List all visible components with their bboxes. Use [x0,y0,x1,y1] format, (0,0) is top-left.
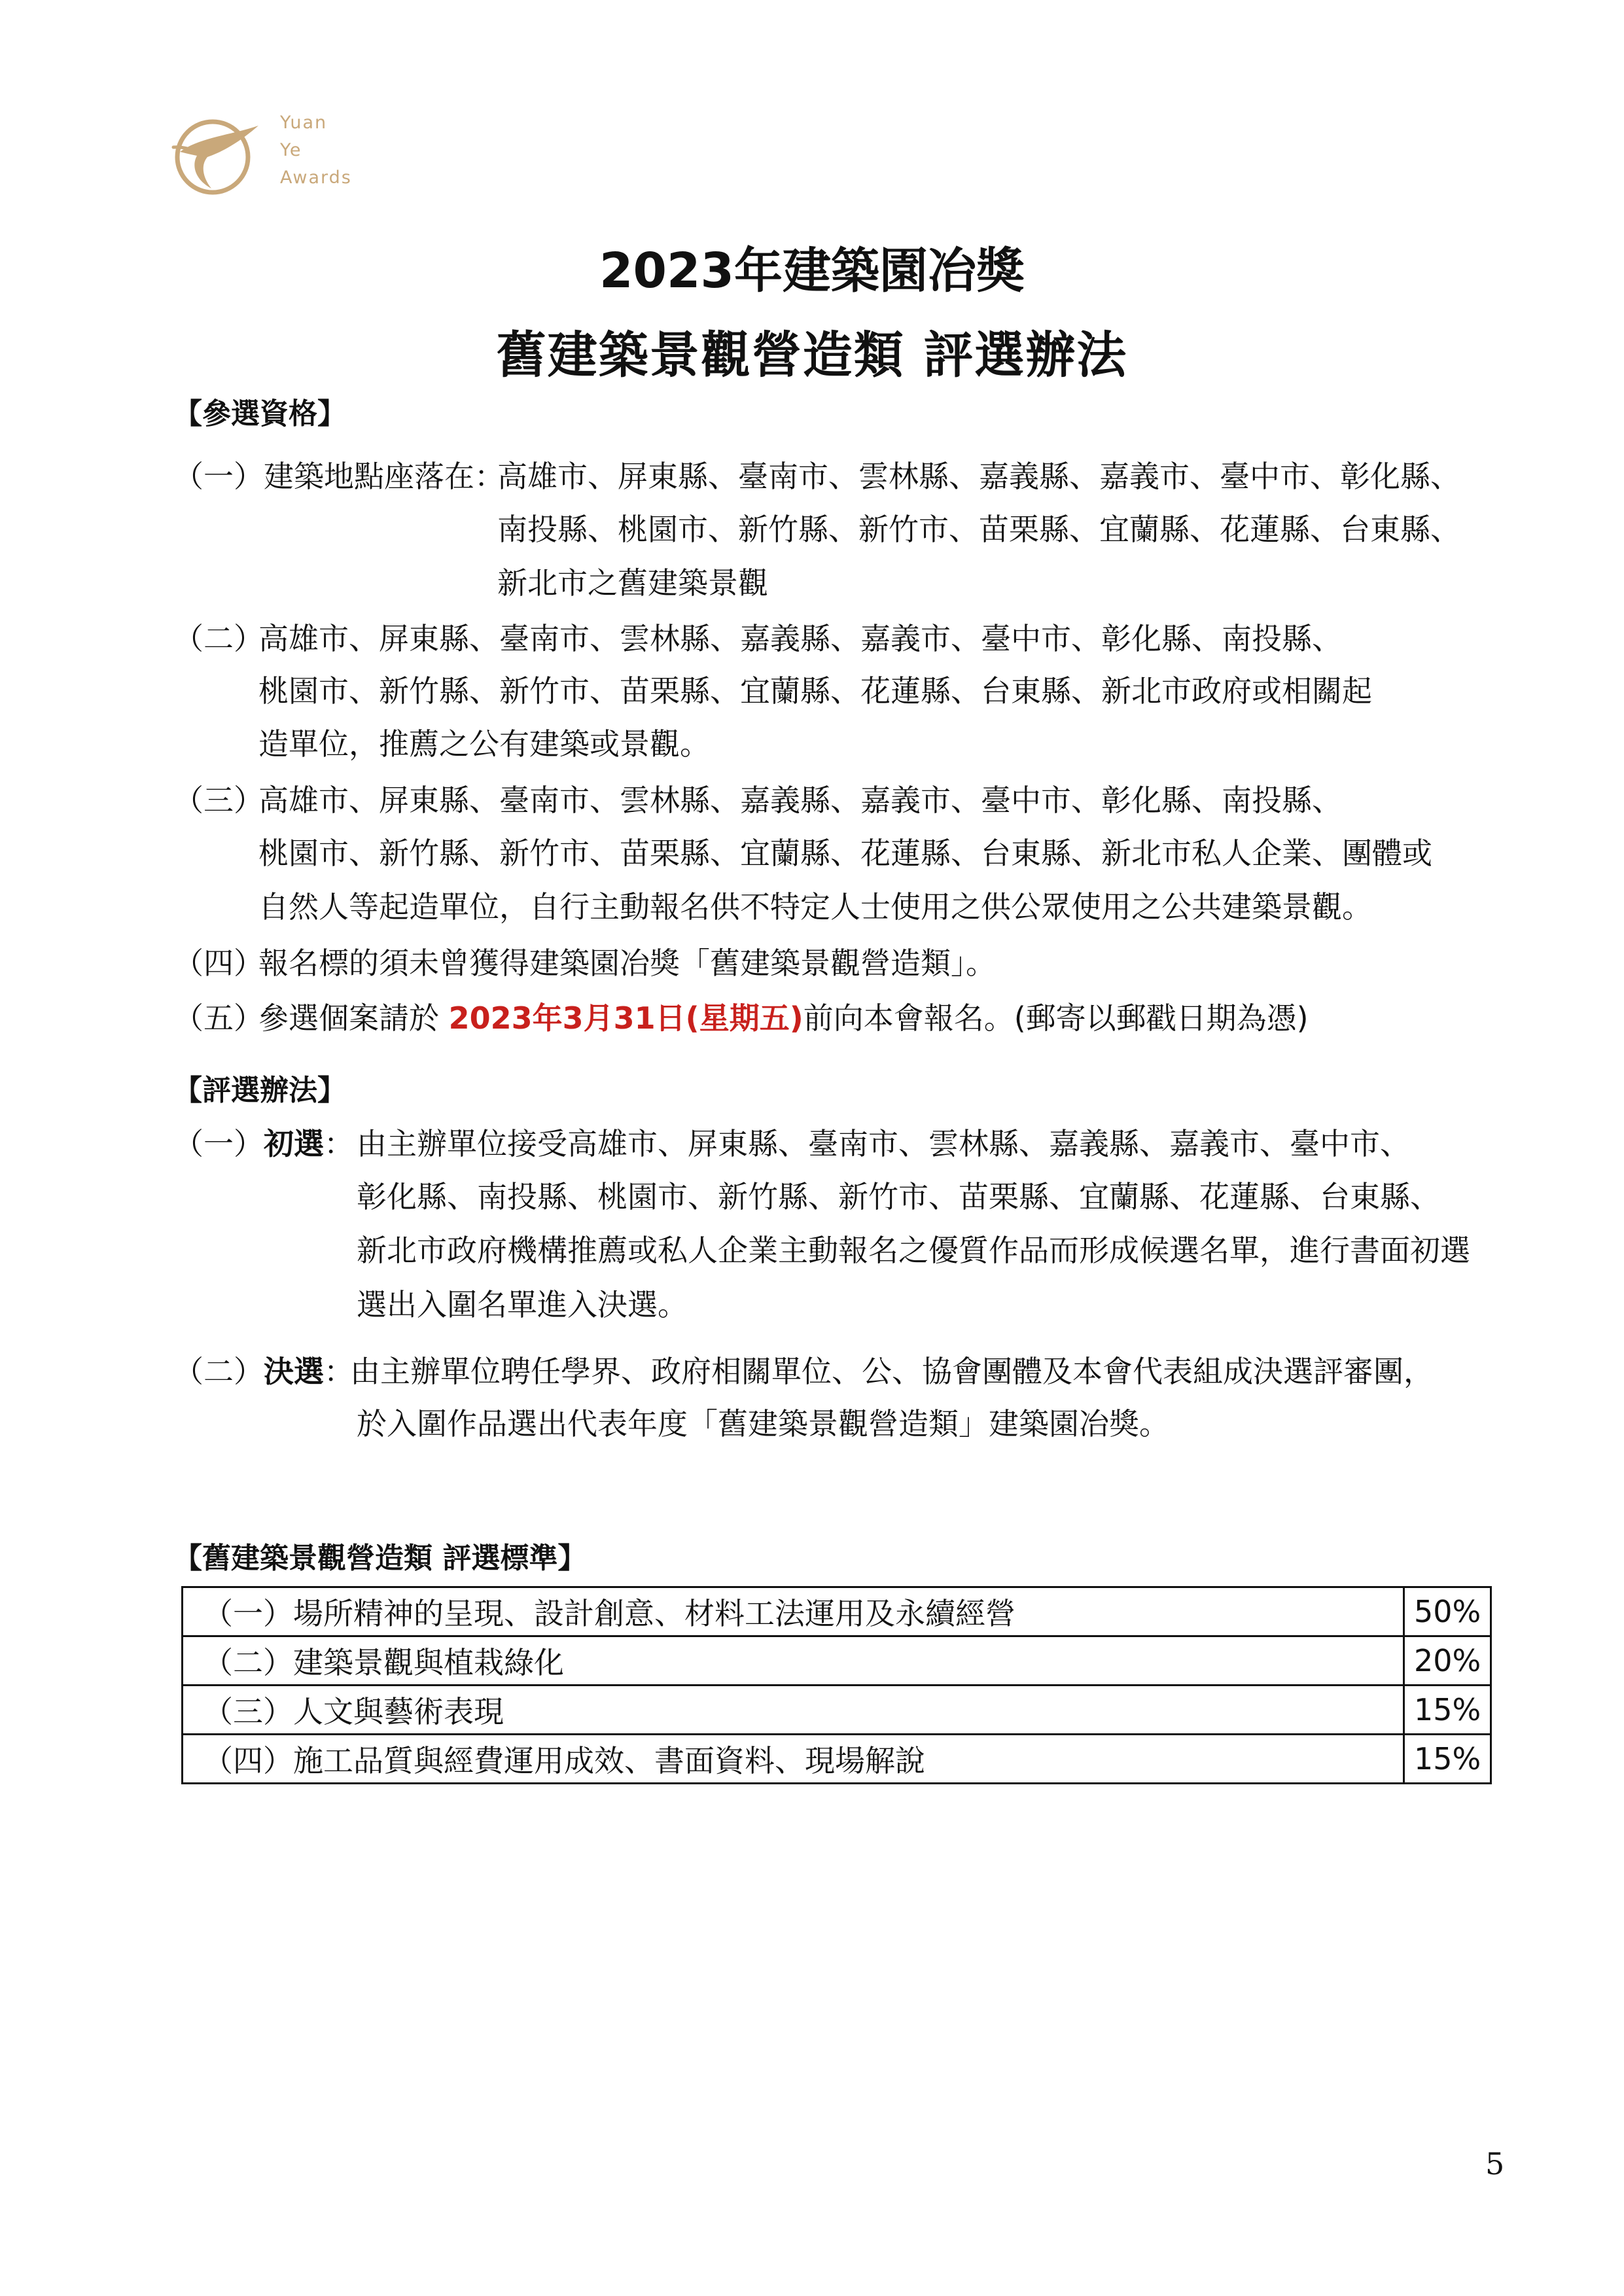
criteria-heading: 【舊建築景觀營造類 評選標準】 [173,1542,587,1575]
yuan-ye-awards-logo [160,111,376,203]
criteria-row [183,1735,1491,1784]
method-item-2-label [173,1348,354,1391]
eligibility-item-1-line3: 新北市之舊建築景觀 [497,565,768,601]
eligibility-item-2-line3: 造單位，推薦之公有建築或景觀。 [258,726,710,762]
eligibility-item-4-line1: 報名標的須未曾獲得建築園冶獎「舊建築景觀營造類」。 [258,945,996,981]
criteria-item: （四）施工品質與經費運用成效、書面資料、現場解說 [183,1735,1404,1784]
criteria-weight: 50% [1404,1587,1491,1636]
page-number: 5 [1485,2146,1505,2181]
method-item-2-colon: ： [324,1354,354,1389]
method-item-2-line1: 由主辦單位聘任學界、政府相關單位、公、協會團體及本會代表組成決選評審團， [350,1354,1434,1389]
deadline-suffix: 前向本會報名。(郵寄以郵戳日期為憑) [803,1000,1309,1036]
eligibility-item-1-line1: 高雄市、屏東縣、臺南市、雲林縣、嘉義縣、嘉義市、臺中市、彰化縣、 [497,459,1460,494]
logo-word-3: Awards [280,168,352,188]
criteria-row [183,1636,1491,1686]
criteria-weight: 15% [1404,1686,1491,1735]
document-title-line2: 舊建築景觀營造類 評選辦法 [496,326,1128,384]
method-item-1-label [173,1120,354,1163]
criteria-weight: 20% [1404,1636,1491,1686]
eligibility-item-5-label: （五） [173,1000,264,1036]
eligibility-item-3-line3: 自然人等起造單位，自行主動報名供不特定人士使用之供公眾使用之公共建築景觀。 [258,889,1372,925]
eligibility-item-2-line1: 高雄市、屏東縣、臺南市、雲林縣、嘉義縣、嘉義市、臺中市、彰化縣、南投縣、 [258,621,1342,656]
eligibility-item-2-label: （二） [173,621,264,656]
eligibility-item-5-line [258,995,1309,1038]
method-item-1-line2: 彰化縣、南投縣、桃園市、新竹縣、新竹市、苗栗縣、宜蘭縣、花蓮縣、台東縣、 [357,1179,1440,1214]
method-item-2-line2: 於入圍作品選出代表年度「舊建築景觀營造類」建築園冶獎。 [357,1406,1169,1441]
criteria-item: （一）場所精神的呈現、設計創意、材料工法運用及永續經營 [183,1587,1404,1636]
method-item-1-line3: 新北市政府機構推薦或私人企業主動報名之優質作品而形成候選名單，進行書面初選 [357,1233,1470,1268]
method-item-2-number: （二） [173,1354,264,1389]
eligibility-heading: 【參選資格】 [173,397,346,431]
method-item-1-line4: 選出入圍名單進入決選。 [357,1287,688,1322]
method-heading: 【評選辦法】 [173,1074,346,1107]
eligibility-item-1-label: （一）建築地點座落在： [173,459,504,494]
eligibility-item-4-label: （四） [173,945,264,981]
eligibility-item-2-line2: 桃園市、新竹縣、新竹市、苗栗縣、宜蘭縣、花蓮縣、台東縣、新北市政府或相關起 [258,673,1372,709]
method-item-2-term: 決選 [264,1354,324,1389]
criteria-item: （二）建築景觀與植栽綠化 [183,1636,1404,1686]
criteria-weight: 15% [1404,1735,1491,1784]
bird-leaf-emblem-icon [160,111,272,203]
method-item-1-colon: ： [324,1126,354,1161]
document-title-line1: 2023年建築園冶獎 [599,243,1025,299]
criteria-item: （三）人文與藝術表現 [183,1686,1404,1735]
criteria-row [183,1686,1491,1735]
criteria-row [183,1587,1491,1636]
criteria-table [181,1586,1492,1784]
eligibility-item-3-label: （三） [173,783,264,818]
eligibility-item-1-line2: 南投縣、桃園市、新竹縣、新竹市、苗栗縣、宜蘭縣、花蓮縣、台東縣、 [497,512,1460,547]
eligibility-item-3-line1: 高雄市、屏東縣、臺南市、雲林縣、嘉義縣、嘉義市、臺中市、彰化縣、南投縣、 [258,783,1342,818]
method-item-1-line1: 由主辦單位接受高雄市、屏東縣、臺南市、雲林縣、嘉義縣、嘉義市、臺中市、 [357,1126,1410,1161]
deadline-prefix: 參選個案請於 [258,1000,449,1036]
method-item-1-number: （一） [173,1126,264,1161]
logo-word-2: Ye [280,140,302,160]
deadline-date: 2023年3月31日(星期五) [448,1000,803,1036]
logo-word-1: Yuan [280,113,328,133]
method-item-1-term: 初選 [264,1126,324,1161]
eligibility-item-3-line2: 桃園市、新竹縣、新竹市、苗栗縣、宜蘭縣、花蓮縣、台東縣、新北市私人企業、團體或 [258,836,1432,871]
